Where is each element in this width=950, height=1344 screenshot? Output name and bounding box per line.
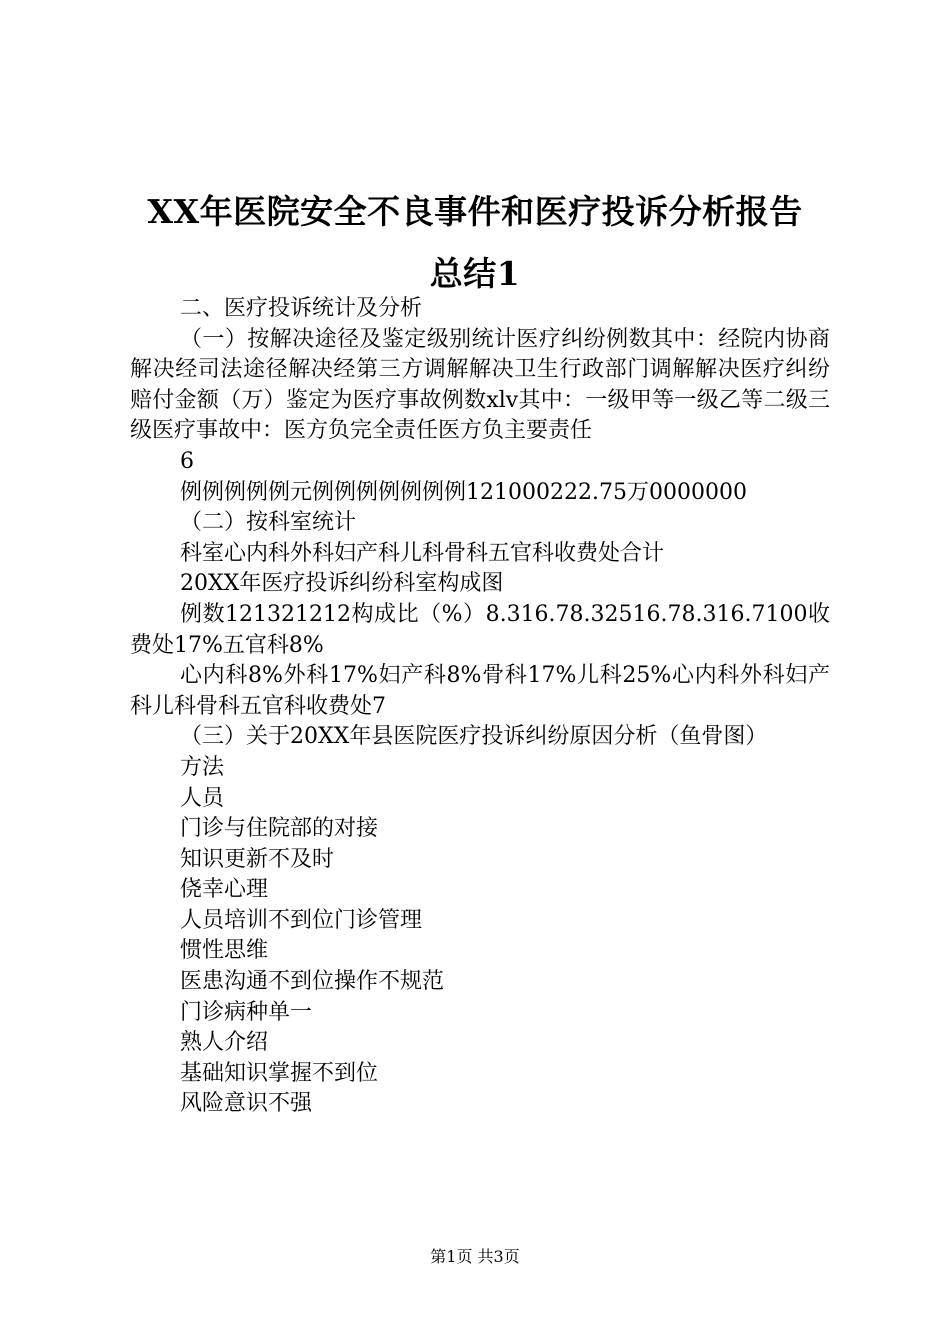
paragraph: 熟人介绍 xyxy=(180,1030,269,1056)
paragraph: 方法 xyxy=(180,754,225,780)
paragraph: （一）按解决途径及鉴定级别统计医疗纠纷例数其中：经院内协商解决经司法途径解决经第三方调解解决卫生行政部门调解解决医疗纠纷赔付金额（万）鉴定为医疗事故例数xlv其中：一级甲等一级乙等二级三级医疗事故中：医方负完全责任医方负主要责任 xyxy=(130,326,830,444)
paragraph: 知识更新不及时 xyxy=(180,846,335,872)
paragraph: 人员 xyxy=(180,785,225,811)
paragraph: （二）按科室统计 xyxy=(180,510,357,536)
paragraph: 心内科8%外科17%妇产科8%骨科17%儿科25%心内科外科妇产科儿科骨科五官科收费处7 xyxy=(130,663,830,719)
section-heading: 二、医疗投诉统计及分析 xyxy=(180,296,423,321)
document-title-line-1: XX年医院安全不良事件和医疗投诉分析报告 xyxy=(147,192,803,231)
paragraph: 例数121321212构成比（%）8.316.78.32516.78.316.7100收费处17%五官科8% xyxy=(130,601,830,658)
paragraph: 门诊病种单一 xyxy=(180,999,313,1025)
document-title-line-2: 总结1 xyxy=(429,254,521,293)
paragraph: 惯性思维 xyxy=(180,938,269,964)
page-footer: 第1页 共3页 xyxy=(430,1247,520,1266)
paragraph: 基础知识掌握不到位 xyxy=(180,1060,379,1086)
paragraph: 门诊与住院部的对接 xyxy=(180,816,379,842)
paragraph: 医患沟通不到位操作不规范 xyxy=(180,969,445,995)
paragraph: 人员培训不到位门诊管理 xyxy=(180,907,423,933)
paragraph: 例例例例例元例例例例例例例121000222.75万0000000 xyxy=(180,479,747,505)
paragraph: 侥幸心理 xyxy=(180,877,269,903)
paragraph: （三）关于20XX年县医院医疗投诉纠纷原因分析（鱼骨图） xyxy=(180,724,768,750)
paragraph: 科室心内科外科妇产科儿科骨科五官科收费处合计 xyxy=(180,540,665,566)
paragraph: 20XX年医疗投诉纠纷科室构成图 xyxy=(180,571,504,597)
paragraph: 风险意识不强 xyxy=(180,1091,313,1117)
document-body xyxy=(130,294,830,1120)
paragraph: 6 xyxy=(180,448,194,474)
